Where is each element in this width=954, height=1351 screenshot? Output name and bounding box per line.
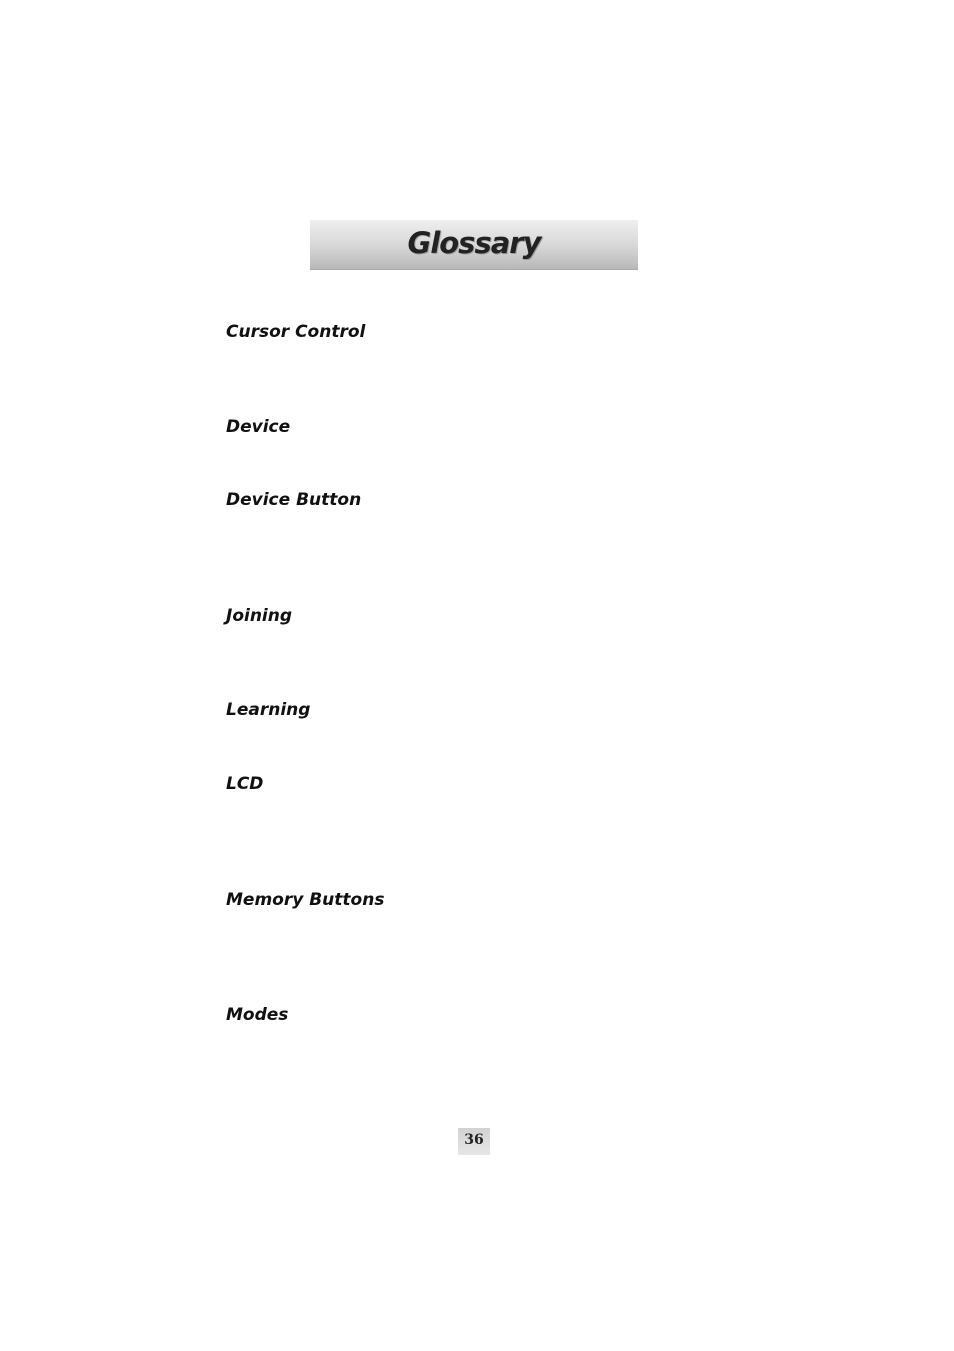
glossary-term-memory-buttons: Memory Buttons (226, 890, 385, 910)
glossary-term-device-button: Device Button (226, 490, 362, 510)
page-title-banner (310, 220, 638, 270)
page-title: Glossary (407, 225, 541, 260)
page-number: 36 (464, 1132, 484, 1148)
page-number-box (458, 1128, 490, 1155)
glossary-term-joining: Joining (226, 606, 293, 626)
glossary-term-lcd: LCD (226, 774, 264, 794)
glossary-term-modes: Modes (226, 1005, 289, 1025)
glossary-term-device: Device (226, 417, 291, 437)
glossary-term-learning: Learning (226, 700, 311, 720)
glossary-term-cursor-control: Cursor Control (226, 322, 366, 342)
